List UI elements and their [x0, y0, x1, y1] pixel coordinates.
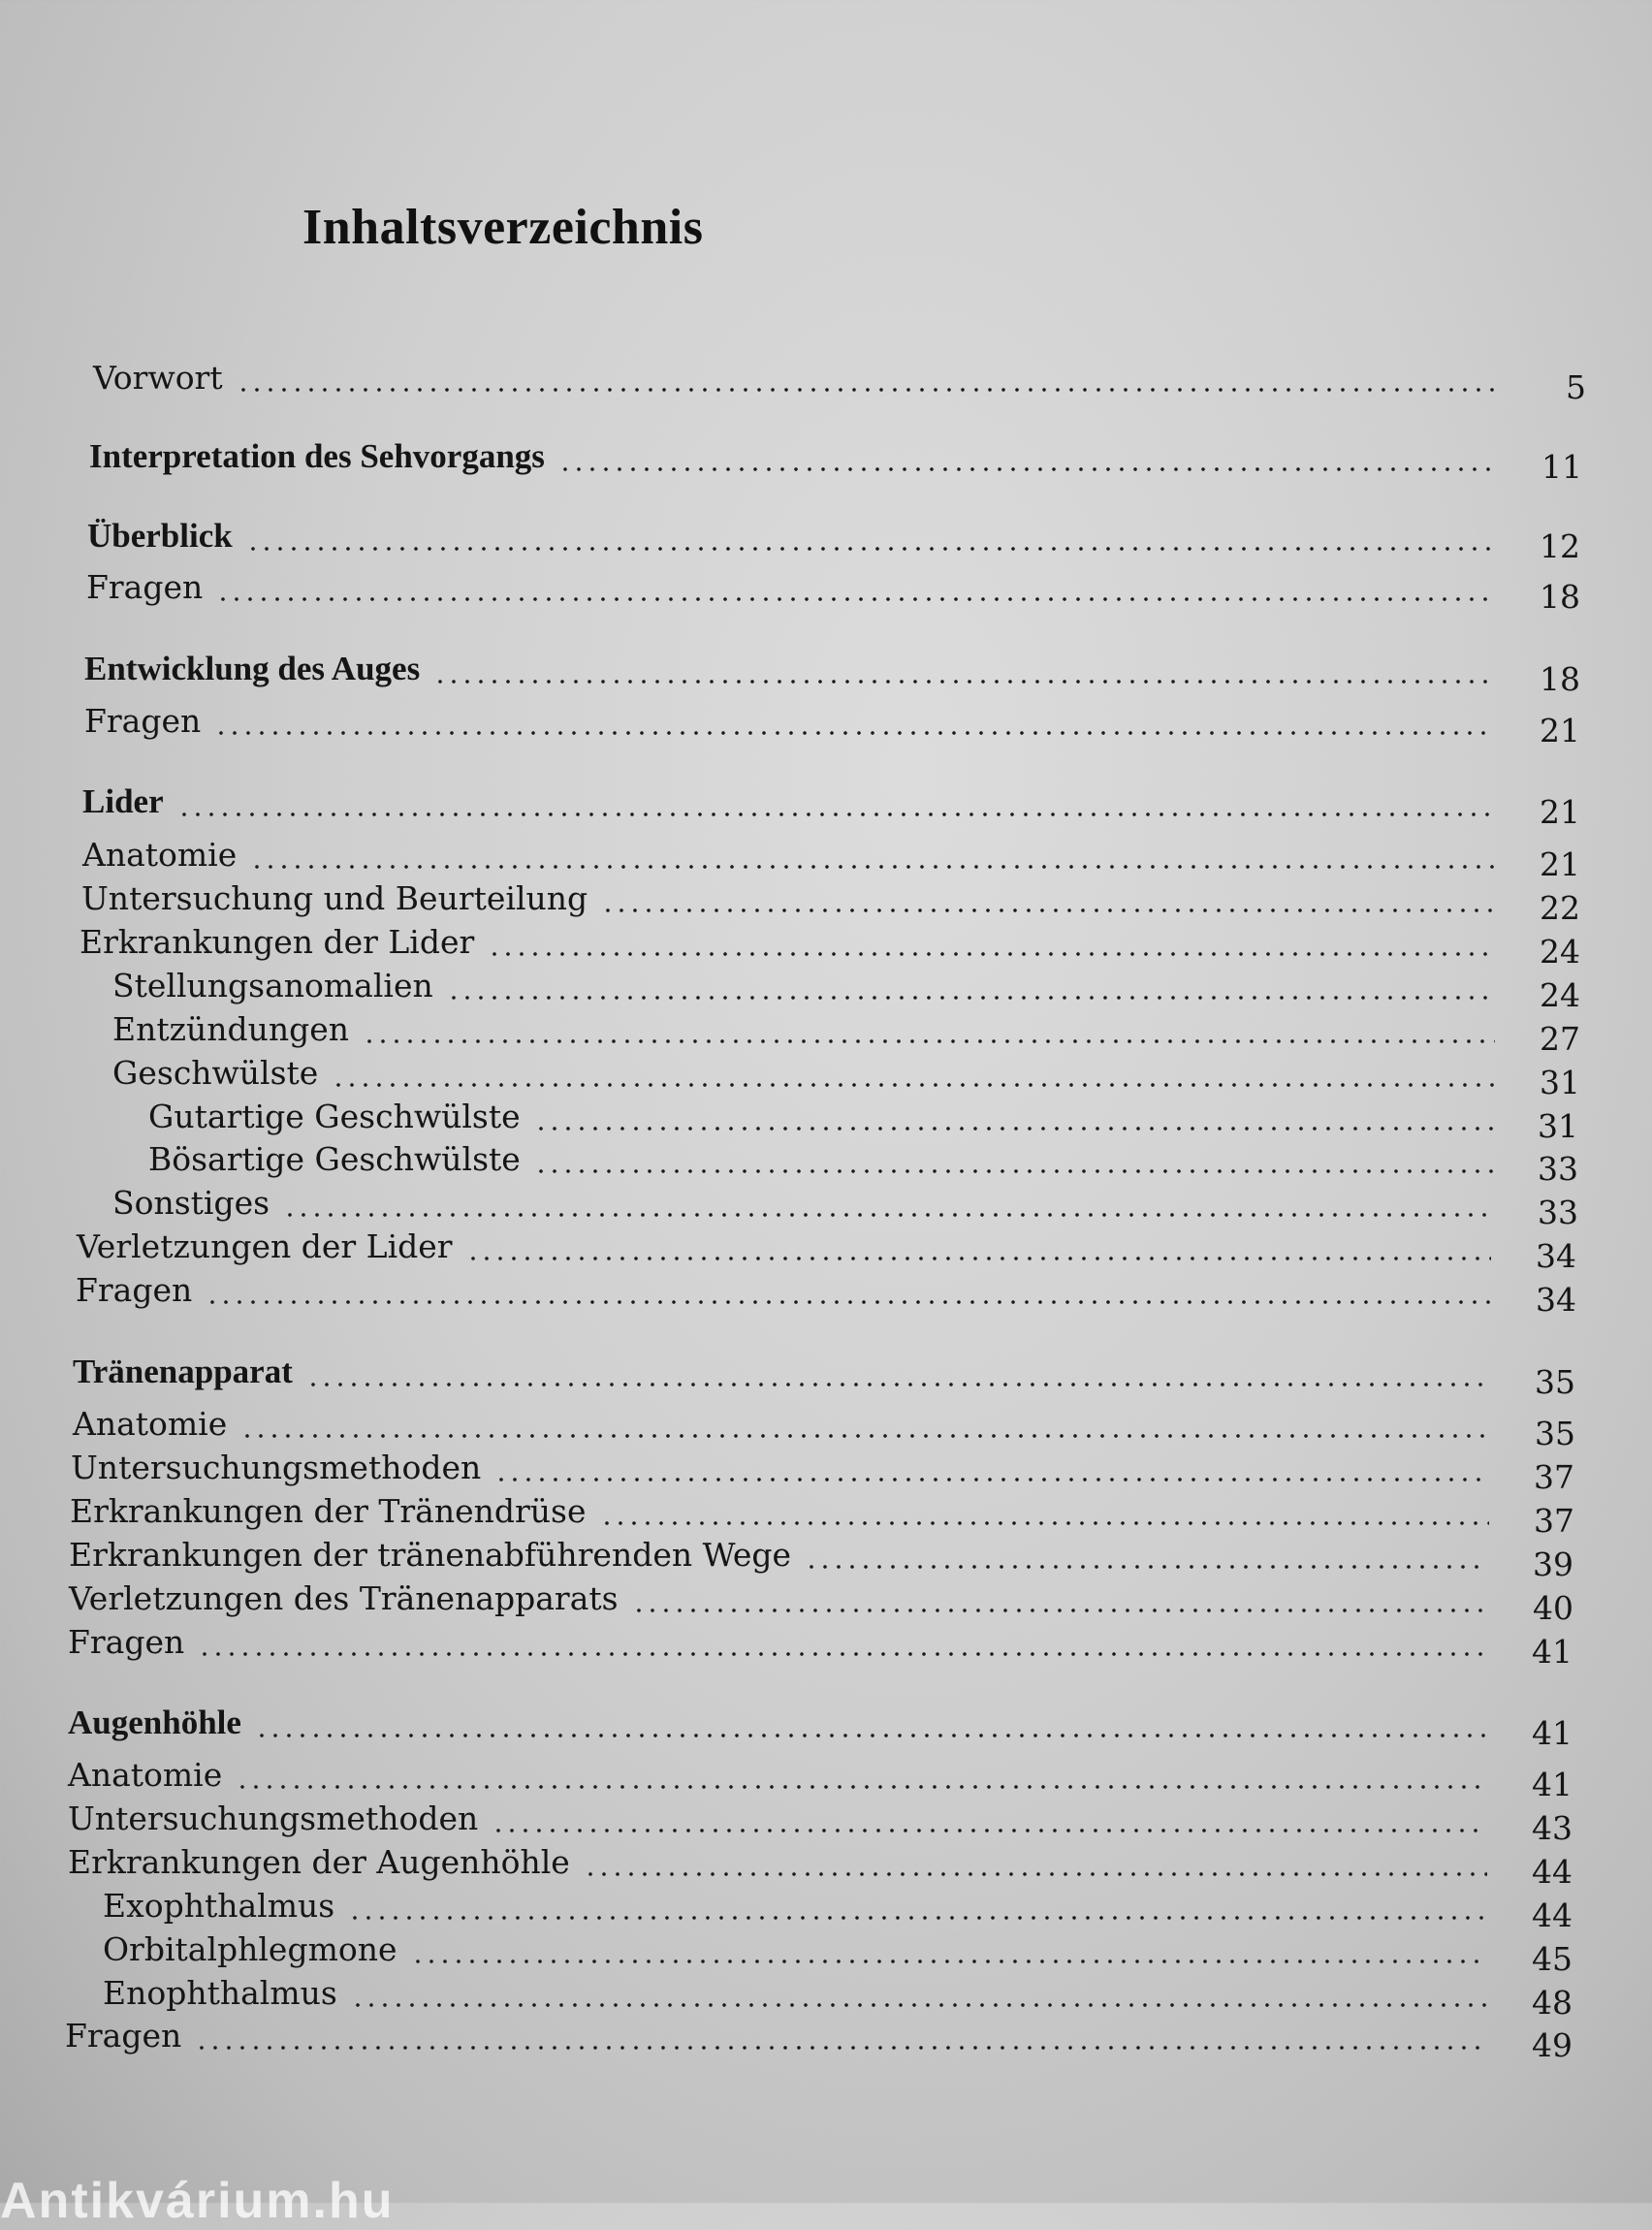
toc-entry: [148, 1086, 1578, 1145]
toc-entry-page: 48: [1532, 1984, 1573, 2022]
toc-entry-page: 22: [1540, 889, 1580, 927]
toc-entry-page: 44: [1532, 1853, 1573, 1891]
toc-entry: [68, 1788, 1573, 1847]
toc-entry-label: Fragen: [86, 568, 204, 606]
toc-entry-label: Exophthalmus: [103, 1887, 335, 1925]
toc-entry-label: Stellungsanomalien: [112, 967, 433, 1004]
toc-entry-label: Erkrankungen der Augenhöhle: [68, 1843, 570, 1881]
toc-entry-label: Augenhöhle: [68, 1704, 241, 1741]
toc-entry: [76, 1259, 1576, 1319]
toc-entry-label: Anatomie: [68, 1756, 223, 1794]
toc-entry: [69, 1568, 1573, 1627]
toc-entry-label: Geschwülste: [112, 1054, 319, 1092]
toc-entry-label: Fragen: [68, 1623, 185, 1661]
toc-entry: [69, 1524, 1573, 1583]
toc-entry-label: Anatomie: [73, 1405, 228, 1443]
toc-entry-label: Enophthalmus: [103, 1974, 337, 2012]
toc-entry: [65, 2005, 1573, 2064]
toc-entry-label: Gutartige Geschwülste: [148, 1098, 521, 1135]
dot-leader: [255, 1734, 1487, 1737]
toc-entry: [103, 1875, 1573, 1934]
dot-leader: [558, 467, 1497, 471]
toc-entry-page: 24: [1540, 976, 1580, 1014]
toc-entry: [81, 868, 1580, 927]
toc-entry: [68, 1832, 1573, 1891]
toc-entry-label: Interpretation des Sehvorgangs: [89, 437, 545, 475]
toc-entry-page: 39: [1533, 1545, 1573, 1583]
toc-entry-label: Untersuchungsmethoden: [68, 1800, 479, 1837]
toc-entry: [79, 911, 1580, 971]
toc-entry-page: 21: [1540, 793, 1580, 831]
toc-entry-page: 45: [1532, 1940, 1573, 1978]
toc-entry: [93, 347, 1586, 406]
toc-entry: [112, 1042, 1580, 1101]
toc-entry-page: 43: [1532, 1809, 1573, 1847]
toc-entry: [148, 1129, 1578, 1188]
dot-leader: [177, 812, 1495, 816]
toc-entry-label: Lider: [82, 782, 164, 820]
toc-entry: [103, 1962, 1573, 2022]
toc-entry-page: 31: [1538, 1107, 1578, 1145]
toc-entry-label: Entwicklung des Auges: [84, 650, 421, 687]
toc-entry-label: Fragen: [65, 2017, 182, 2055]
dot-leader: [433, 680, 1495, 684]
toc-entry-label: Erkrankungen der Lider: [79, 923, 475, 961]
toc-entry-page: 33: [1538, 1194, 1578, 1231]
toc-entry-page: 18: [1540, 578, 1580, 616]
dot-leader: [237, 388, 1501, 392]
toc-entry-label: Untersuchung und Beurteilung: [81, 879, 588, 917]
dot-leader: [216, 597, 1495, 601]
toc-entry-label: Fragen: [84, 702, 202, 740]
toc-entry-label: Untersuchungsmethoden: [71, 1449, 482, 1486]
dot-leader: [198, 1652, 1487, 1656]
page-title: Inhaltsverzeichnis: [302, 200, 704, 255]
toc-entry: [89, 427, 1582, 486]
toc-entry: [112, 1172, 1578, 1231]
toc-entry: [73, 1393, 1575, 1452]
toc-entry-page: 12: [1540, 527, 1580, 565]
toc-entry-page: 34: [1536, 1281, 1576, 1319]
toc-entry-label: Bösartige Geschwülste: [148, 1140, 521, 1178]
toc-entry: [73, 1342, 1575, 1401]
watermark: Antikvárium.hu: [0, 2173, 395, 2229]
toc-entry: [82, 772, 1580, 831]
toc-entry-page: 49: [1532, 2026, 1573, 2064]
toc-entry-page: 35: [1535, 1415, 1575, 1452]
toc-entry: [84, 690, 1580, 749]
toc-entry: [112, 999, 1580, 1058]
toc-entry-label: Erkrankungen der tränenabführenden Wege: [69, 1536, 792, 1574]
toc-entry: [68, 1744, 1573, 1803]
toc-entry-label: Erkrankungen der Tränendrüse: [70, 1492, 587, 1530]
toc-entry-label: Entzündungen: [112, 1010, 350, 1048]
toc-entry-page: 24: [1540, 933, 1580, 971]
toc-entry-label: Tränenapparat: [73, 1353, 293, 1390]
dot-leader: [306, 1383, 1490, 1386]
toc-entry: [70, 1481, 1574, 1540]
toc-entry: [84, 639, 1580, 698]
dot-leader: [214, 731, 1495, 735]
toc-entry-page: 33: [1538, 1150, 1578, 1188]
toc-entry-page: 18: [1540, 660, 1580, 698]
toc-entry-page: 37: [1534, 1458, 1574, 1496]
toc-entry-label: Sonstiges: [112, 1184, 270, 1222]
toc-entry: [82, 824, 1580, 883]
dot-leader: [206, 1300, 1491, 1304]
toc-entry-page: 41: [1532, 1633, 1573, 1671]
toc-entry-page: 41: [1532, 1766, 1573, 1803]
toc-entry-label: Orbitalphlegmone: [103, 1930, 397, 1968]
toc-entry-label: Verletzungen der Lider: [77, 1227, 453, 1265]
toc-entry-page: 5: [1566, 368, 1586, 406]
toc-entry: [68, 1611, 1573, 1671]
toc-entry: [68, 1693, 1573, 1752]
toc-entry-label: Überblick: [87, 517, 233, 555]
toc-entry: [77, 1216, 1576, 1275]
toc-entry-page: 37: [1534, 1502, 1574, 1540]
toc-entry-page: 31: [1540, 1064, 1580, 1101]
toc-entry-page: 35: [1535, 1363, 1575, 1401]
toc-entry: [87, 506, 1580, 565]
toc-entry-page: 34: [1536, 1237, 1576, 1275]
toc-entry-page: 41: [1532, 1714, 1573, 1752]
dot-leader: [246, 547, 1495, 551]
toc-entry-label: Vorwort: [93, 359, 223, 397]
toc-entry: [71, 1437, 1574, 1496]
toc-entry: [103, 1919, 1573, 1978]
toc-entry-page: 21: [1540, 845, 1580, 883]
toc-entry-page: 21: [1540, 712, 1580, 749]
toc-entry-page: 27: [1540, 1020, 1580, 1058]
toc-entry-page: 11: [1541, 448, 1582, 486]
toc-entry: [112, 955, 1580, 1014]
toc-entry-label: Verletzungen des Tränenapparats: [69, 1579, 619, 1617]
toc-entry-page: 44: [1532, 1896, 1573, 1934]
toc-entry-label: Fragen: [76, 1271, 193, 1309]
toc-entry: [86, 557, 1580, 616]
toc-entry-label: Anatomie: [82, 836, 238, 874]
toc-entry-page: 40: [1533, 1589, 1573, 1627]
dot-leader: [195, 2046, 1487, 2050]
